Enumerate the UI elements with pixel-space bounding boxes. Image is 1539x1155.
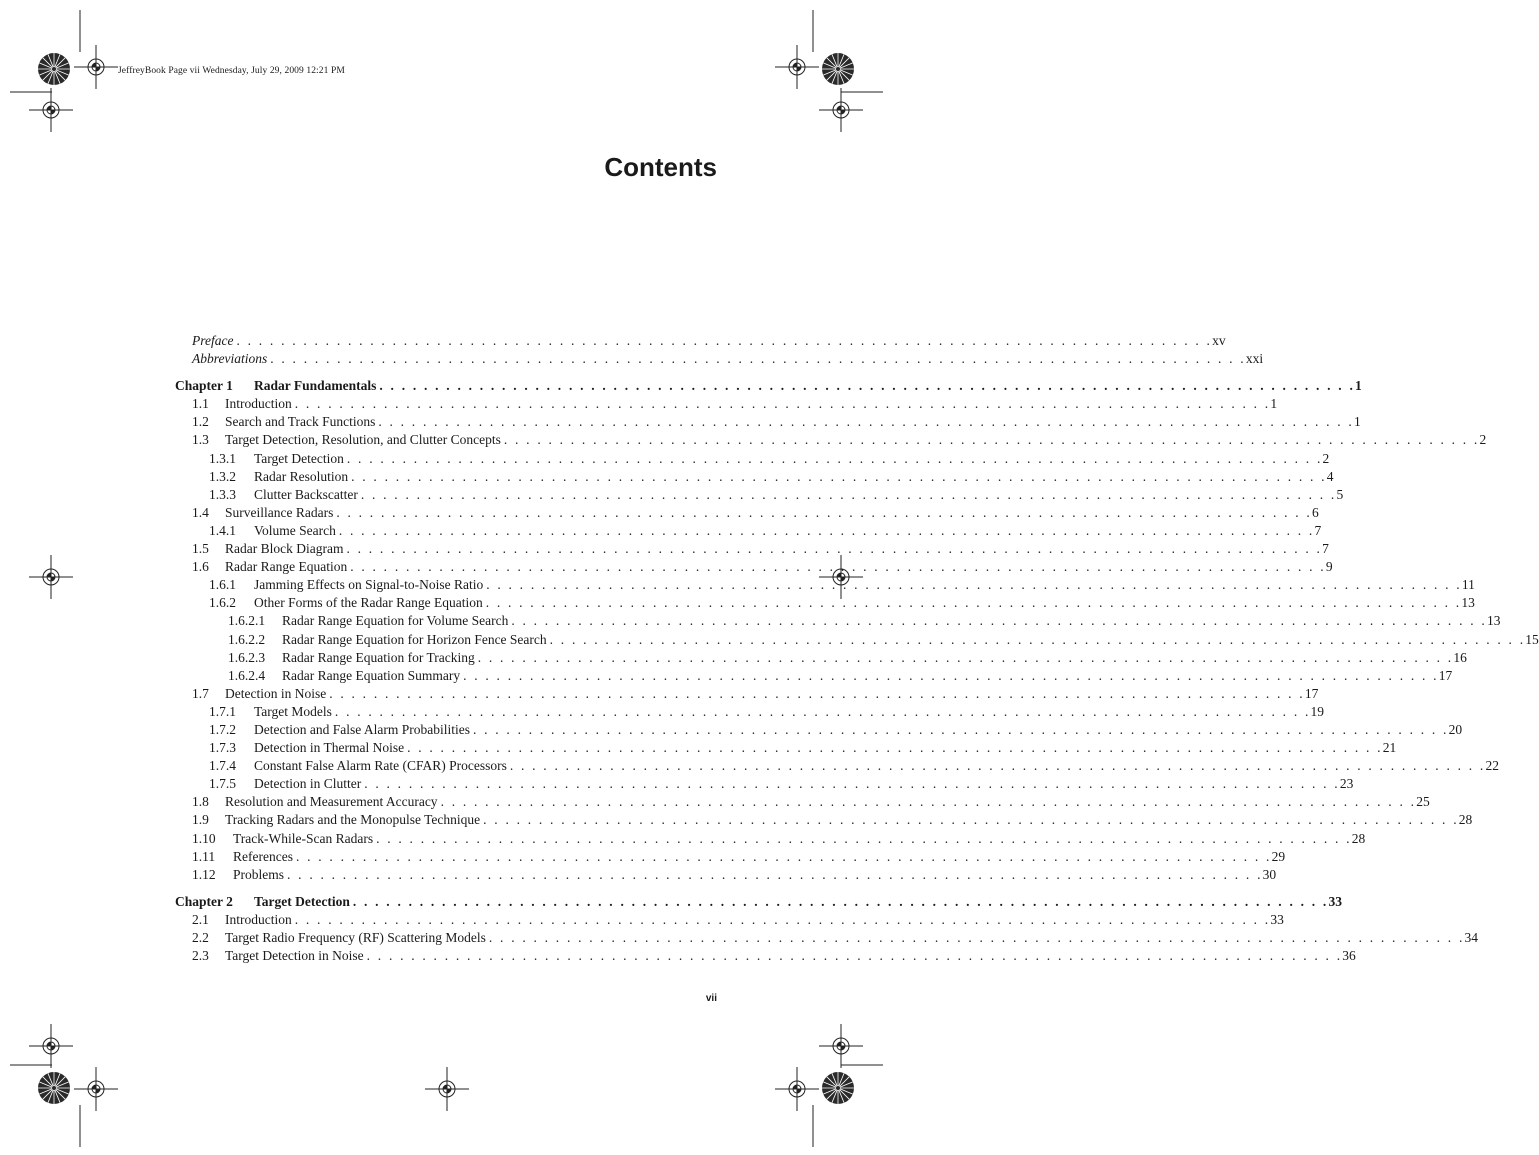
dot-leader: . . . . . . . . . . . . . . . . . . . . . . . . . . . . . . . . . . . . . . . . . . . . . . . . . . . . . . . . . . . . . . . . . . . . . . . . . . . . . . . . . . . . . . . . xyxy=(485,595,1462,611)
dot-leader: . . . . . . . . . . . . . . . . . . . . . . . . . . . . . . . . . . . . . . . . . . . . . . . . . . . . . . . . . . . . . . . . . . . . . . . . . . . . . . . . . . . . . . . . xyxy=(503,432,1480,448)
dot-leader: . . . . . . . . . . . . . . . . . . . . . . . . . . . . . . . . . . . . . . . . . . . . . . . . . . . . . . . . . . . . . . . . . . . . . . . . . . . . . . . . . . . . . . . . xyxy=(336,504,1312,520)
toc-entry-number: 1.8 xyxy=(192,794,209,810)
dot-leader: . . . . . . . . . . . . . . . . . . . . . . . . . . . . . . . . . . . . . . . . . . . . . . . . . . . . . . . . . . . . . . . . . . . . . . . . . . . . . . . . . . . . . . . . xyxy=(509,758,1486,774)
toc-entry-number: 1.7 xyxy=(192,685,209,701)
toc-page-number: 7 xyxy=(1314,522,1322,538)
toc-entry-title: Surveillance Radars xyxy=(225,504,334,520)
toc-entry-number: 2.3 xyxy=(192,948,209,964)
toc-page-number: 30 xyxy=(1262,866,1277,882)
toc-page-number: 25 xyxy=(1416,794,1430,810)
toc-entry-number: 1.12 xyxy=(192,866,216,882)
toc-entry-title: Tracking Radars and the Monopulse Technique xyxy=(225,812,481,828)
slug-line: JeffreyBook Page vii Wednesday, July 29, 2009 12:21 PM xyxy=(118,66,345,76)
toc-page-number: 4 xyxy=(1326,468,1334,484)
toc-entry-number: 1.1 xyxy=(192,396,209,412)
toc-entry-title: Radar Resolution xyxy=(254,468,349,484)
toc-page-number: 11 xyxy=(1461,577,1475,593)
toc-page-number: 34 xyxy=(1464,930,1479,945)
registration-mark-icon xyxy=(425,1067,469,1111)
toc-entry-number: Chapter 1 xyxy=(175,378,233,394)
toc-entry-number: 1.5 xyxy=(192,541,209,557)
toc-entry-title: Target Models xyxy=(254,703,332,719)
toc-entry-number: 1.2 xyxy=(192,414,209,430)
dot-leader: . . . . . . . . . . . . . . . . . . . . . . . . . . . . . . . . . . . . . . . . . . . . . . . . . . . . . . . . . . . . . . . . . . . . . . . . . . . . . . . . . . . . . . . . xyxy=(334,703,1311,719)
toc-entry-title: Abbreviations xyxy=(192,351,268,367)
dot-leader: . . . . . . . . . . . . . . . . . . . . . . . . . . . . . . . . . . . . . . . . . . . . . . . . . . . . . . . . . . . . . . . . . . . . . . . . . . . . . . . . . . . . . . . . xyxy=(511,613,1487,629)
toc-entry-level-2[interactable] xyxy=(175,468,1334,486)
toc-entry-number: 1.6 xyxy=(192,559,209,575)
toc-entry-level-1[interactable] xyxy=(175,866,1277,884)
toc-entry-level-1[interactable] xyxy=(175,504,1319,522)
toc-front-matter-entry[interactable] xyxy=(175,332,1226,350)
toc-entry-title: Radar Range Equation for Volume Search xyxy=(282,613,509,629)
toc-entry-level-2[interactable] xyxy=(175,594,1475,612)
toc-entry-number: 1.6.2.4 xyxy=(228,667,266,683)
toc-entry-level-2[interactable] xyxy=(175,522,1322,540)
dot-leader: . . . . . . . . . . . . . . . . . . . . . . . . . . . . . . . . . . . . . . . . . . . . . . . . . . . . . . . . . . . . . . . . . . . . . . . . . . . . . . . . . . . . . . . . xyxy=(352,893,1329,909)
toc-entry-title: Constant False Alarm Rate (CFAR) Processors xyxy=(254,758,507,774)
toc-page-number: 2 xyxy=(1479,432,1487,448)
toc-page-number: 23 xyxy=(1339,776,1354,792)
dot-leader: . . . . . . . . . . . . . . . . . . . . . . . . . . . . . . . . . . . . . . . . . . . . . . . . . . . . . . . . . . . . . . . . . . . . . . . . . . . . . . . . . . . . . . . . xyxy=(338,522,1315,538)
toc-page-number: 17 xyxy=(1438,667,1453,683)
toc-entry-title: Track-While-Scan Radars xyxy=(233,830,374,846)
dot-leader: . . . . . . . . . . . . . . . . . . . . . . . . . . . . . . . . . . . . . . . . . . . . . . . . . . . . . . . . . . . . . . . . . . . . . . . . . . . . . . . . . . . . . . . . xyxy=(463,667,1439,683)
toc-entry-number: 1.6.2 xyxy=(209,595,236,611)
toc-entry-title: Clutter Backscatter xyxy=(254,486,358,502)
registration-mark-icon xyxy=(74,1067,118,1111)
toc-page-number: 22 xyxy=(1485,758,1499,774)
toc-page-number: 1 xyxy=(1270,396,1278,412)
dot-leader: . . . . . . . . . . . . . . . . . . . . . . . . . . . . . . . . . . . . . . . . . . . . . . . . . . . . . . . . . . . . . . . . . . . . . . . . . . . . . . . . . . . . . . . . xyxy=(360,486,1337,502)
toc-entry-title: Preface xyxy=(192,333,234,348)
registration-mark-icon xyxy=(74,45,118,89)
toc-entry-level-2[interactable] xyxy=(175,450,1330,468)
dot-leader: . . . . . . . . . . . . . . . . . . . . . . . . . . . . . . . . . . . . . . . . . . . . . . . . . . . . . . . . . . . . . . . . . . . . . . . . . . . . . . . . . . . . . . . . xyxy=(346,450,1323,466)
dot-leader: . . . . . . . . . . . . . . . . . . . . . . . . . . . . . . . . . . . . . . . . . . . . . . . . . . . . . . . . . . . . . . . . . . . . . . . . . . . . . . . . . . . . . . . . xyxy=(364,776,1340,792)
registration-mark-icon xyxy=(29,1024,73,1068)
toc-page-number: 1 xyxy=(1353,414,1361,430)
toc-entry-title: Radar Range Equation for Tracking xyxy=(282,649,475,665)
toc-entry-level-1[interactable] xyxy=(175,911,1284,929)
toc-entry-level-2[interactable] xyxy=(175,739,1397,757)
toc-page-number: 33 xyxy=(1270,911,1284,927)
toc-entry-level-1[interactable] xyxy=(175,685,1319,703)
toc-entry-number: 1.3.3 xyxy=(209,486,236,502)
registration-mark-icon xyxy=(775,1067,819,1111)
toc-entry-level-2[interactable] xyxy=(175,703,1325,721)
dot-leader: . . . . . . . . . . . . . . . . . . . . . . . . . . . . . . . . . . . . . . . . . . . . . . . . . . . . . . . . . . . . . . . . . . . . . . . . . . . . . . . . . . . . . . . . xyxy=(295,848,1272,864)
toc-page-number: 2 xyxy=(1322,450,1330,466)
dot-leader: . . . . . . . . . . . . . . . . . . . . . . . . . . . . . . . . . . . . . . . . . . . . . . . . . . . . . . . . . . . . . . . . . . . . . . . . . . . . . . . . . . . . . . . . xyxy=(287,866,1263,882)
toc-entry-level-2[interactable] xyxy=(175,775,1354,793)
toc-chapter-heading[interactable] xyxy=(175,893,1342,911)
dot-leader: . . . . . . . . . . . . . . . . . . . . . . . . . . . . . . . . . . . . . . . . . . . . . . . . . . . . . . . . . . . . . . . . . . . . . . . . . . . . . . . . . . . . . . . . xyxy=(440,794,1417,810)
toc-page-number: 9 xyxy=(1325,559,1333,575)
toc-entry-title: Detection in Clutter xyxy=(254,776,362,792)
toc-entry-level-1[interactable] xyxy=(175,540,1329,558)
toc-entry-title: Target Detection xyxy=(254,893,350,909)
toc-entry-title: Detection in Noise xyxy=(225,685,327,701)
table-of-contents xyxy=(175,332,1539,965)
dot-leader: . . . . . . . . . . . . . . . . . . . . . . . . . . . . . . . . . . . . . . . . . . . . . . . . . . . . . . . . . . . . . . . . . . . . . . . . . . . . . . . . . . . . . . . . xyxy=(549,631,1526,647)
toc-entry-number: 1.4 xyxy=(192,504,209,520)
toc-entry-level-1[interactable] xyxy=(175,830,1366,848)
dot-leader: . . . . . . . . . . . . . . . . . . . . . . . . . . . . . . . . . . . . . . . . . . . . . . . . . . . . . . . . . . . . . . . . . . . . . . . . . . . . . . . . . . . . . . . . xyxy=(270,351,1246,367)
registration-mark-icon xyxy=(775,45,819,89)
dot-leader: . . . . . . . . . . . . . . . . . . . . . . . . . . . . . . . . . . . . . . . . . . . . . . . . . . . . . . . . . . . . . . . . . . . . . . . . . . . . . . . . . . . . . . . . xyxy=(379,378,1356,394)
toc-entry-title: Radar Range Equation for Horizon Fence Search xyxy=(282,631,547,647)
star-target-icon xyxy=(38,1072,70,1104)
dot-leader: . . . . . . . . . . . . . . . . . . . . . . . . . . . . . . . . . . . . . . . . . . . . . . . . . . . . . . . . . . . . . . . . . . . . . . . . . . . . . . . . . . . . . . . . xyxy=(294,911,1271,927)
toc-page-number: 13 xyxy=(1486,613,1501,629)
toc-page-number: 17 xyxy=(1304,685,1319,701)
toc-entry-title: Problems xyxy=(233,866,285,882)
toc-page-number: xxi xyxy=(1245,351,1264,367)
toc-entry-level-2[interactable] xyxy=(175,757,1499,775)
toc-entry-level-3[interactable] xyxy=(175,631,1539,649)
dot-leader: . . . . . . . . . . . . . . . . . . . . . . . . . . . . . . . . . . . . . . . . . . . . . . . . . . . . . . . . . . . . . . . . . . . . . . . . . . . . . . . . . . . . . . . . xyxy=(477,649,1454,665)
toc-entry-level-1[interactable] xyxy=(175,431,1487,449)
dot-leader: . . . . . . . . . . . . . . . . . . . . . . . . . . . . . . . . . . . . . . . . . . . . . . . . . . . . . . . . . . . . . . . . . . . . . . . . . . . . . . . . . . . . . . . . xyxy=(236,333,1213,348)
toc-page-number: 29 xyxy=(1271,848,1286,864)
dot-leader: . . . . . . . . . . . . . . . . . . . . . . . . . . . . . . . . . . . . . . . . . . . . . . . . . . . . . . . . . . . . . . . . . . . . . . . . . . . . . . . . . . . . . . . . xyxy=(346,541,1323,557)
toc-page-number: 20 xyxy=(1448,721,1463,737)
toc-page-number: 13 xyxy=(1461,595,1475,611)
registration-mark-icon xyxy=(29,88,73,132)
toc-entry-number: 1.7.1 xyxy=(209,703,236,719)
toc-entry-level-1[interactable] xyxy=(175,793,1430,811)
dot-leader: . . . . . . . . . . . . . . . . . . . . . . . . . . . . . . . . . . . . . . . . . . . . . . . . . . . . . . . . . . . . . . . . . . . . . . . . . . . . . . . . . . . . . . . . xyxy=(483,812,1459,828)
toc-entry-level-1[interactable] xyxy=(175,413,1361,431)
toc-entry-level-3[interactable] xyxy=(175,649,1467,667)
toc-entry-level-1[interactable] xyxy=(175,929,1479,947)
toc-entry-title: Jamming Effects on Signal-to-Noise Ratio xyxy=(254,577,484,593)
toc-entry-title: Target Detection xyxy=(254,450,344,466)
toc-entry-number: 1.7.3 xyxy=(209,740,236,756)
toc-page-number: xv xyxy=(1212,333,1226,348)
page-title: Contents xyxy=(604,152,717,182)
toc-entry-number: 1.6.2.3 xyxy=(228,649,266,665)
dot-leader: . . . . . . . . . . . . . . . . . . . . . . . . . . . . . . . . . . . . . . . . . . . . . . . . . . . . . . . . . . . . . . . . . . . . . . . . . . . . . . . . . . . . . . . . xyxy=(366,948,1343,964)
toc-entry-number: 2.1 xyxy=(192,911,209,927)
toc-chapter-heading[interactable] xyxy=(175,377,1362,395)
toc-entry-title: Target Detection in Noise xyxy=(225,948,364,964)
toc-entry-number: 1.3.1 xyxy=(209,450,236,466)
toc-front-matter-entry[interactable] xyxy=(175,350,1264,368)
toc-entry-number: 1.3 xyxy=(192,432,209,448)
star-target-icon xyxy=(38,53,70,85)
toc-entry-title: References xyxy=(233,848,293,864)
toc-entry-level-1[interactable] xyxy=(175,811,1473,829)
toc-entry-level-1[interactable] xyxy=(175,848,1286,866)
toc-entry-title: Radar Range Equation Summary xyxy=(282,667,461,683)
star-target-icon xyxy=(822,1072,854,1104)
toc-page-number: 15 xyxy=(1525,631,1539,647)
toc-entry-title: Introduction xyxy=(225,396,292,412)
toc-entry-number: 1.6.1 xyxy=(209,577,236,593)
toc-entry-number: Chapter 2 xyxy=(175,893,233,909)
dot-leader: . . . . . . . . . . . . . . . . . . . . . . . . . . . . . . . . . . . . . . . . . . . . . . . . . . . . . . . . . . . . . . . . . . . . . . . . . . . . . . . . . . . . . . . . xyxy=(329,685,1305,701)
toc-entry-title: Search and Track Functions xyxy=(225,414,376,430)
star-target-icon xyxy=(822,53,854,85)
toc-entry-title: Detection in Thermal Noise xyxy=(254,740,405,756)
toc-entry-level-2[interactable] xyxy=(175,576,1475,594)
toc-entry-number: 1.11 xyxy=(192,848,216,864)
toc-entry-title: Other Forms of the Radar Range Equation xyxy=(254,595,483,611)
toc-entry-level-3[interactable] xyxy=(175,612,1501,630)
toc-entry-level-1[interactable] xyxy=(175,395,1278,413)
toc-entry-number: 1.10 xyxy=(192,830,216,846)
toc-entry-level-1[interactable] xyxy=(175,947,1356,965)
toc-entry-title: Volume Search xyxy=(254,522,336,538)
registration-mark-icon xyxy=(29,555,73,599)
toc-entry-title: Radar Range Equation xyxy=(225,559,348,575)
registration-mark-icon xyxy=(819,88,863,132)
toc-entry-title: Detection and False Alarm Probabilities xyxy=(254,721,470,737)
dot-leader: . . . . . . . . . . . . . . . . . . . . . . . . . . . . . . . . . . . . . . . . . . . . . . . . . . . . . . . . . . . . . . . . . . . . . . . . . . . . . . . . . . . . . . . . xyxy=(376,830,1352,846)
toc-entry-number: 1.7.2 xyxy=(209,721,236,737)
toc-entry-number: 1.3.2 xyxy=(209,468,236,484)
dot-leader: . . . . . . . . . . . . . . . . . . . . . . . . . . . . . . . . . . . . . . . . . . . . . . . . . . . . . . . . . . . . . . . . . . . . . . . . . . . . . . . . . . . . . . . . xyxy=(294,396,1271,412)
toc-entry-title: Radar Block Diagram xyxy=(225,541,344,557)
dot-leader: . . . . . . . . . . . . . . . . . . . . . . . . . . . . . . . . . . . . . . . . . . . . . . . . . . . . . . . . . . . . . . . . . . . . . . . . . . . . . . . . . . . . . . . . xyxy=(351,468,1327,484)
toc-entry-number: 1.9 xyxy=(192,812,209,828)
toc-entry-number: 1.7.5 xyxy=(209,776,236,792)
dot-leader: . . . . . . . . . . . . . . . . . . . . . . . . . . . . . . . . . . . . . . . . . . . . . . . . . . . . . . . . . . . . . . . . . . . . . . . . . . . . . . . . . . . . . . . . xyxy=(378,414,1354,430)
toc-entry-level-2[interactable] xyxy=(175,486,1344,504)
toc-entry-number: 2.2 xyxy=(192,930,209,945)
dot-leader: . . . . . . . . . . . . . . . . . . . . . . . . . . . . . . . . . . . . . . . . . . . . . . . . . . . . . . . . . . . . . . . . . . . . . . . . . . . . . . . . . . . . . . . . xyxy=(488,930,1465,945)
dot-leader: . . . . . . . . . . . . . . . . . . . . . . . . . . . . . . . . . . . . . . . . . . . . . . . . . . . . . . . . . . . . . . . . . . . . . . . . . . . . . . . . . . . . . . . . xyxy=(407,740,1383,756)
toc-entry-number: 1.4.1 xyxy=(209,522,236,538)
toc-page-number: 16 xyxy=(1453,649,1467,665)
toc-entry-number: 1.6.2.2 xyxy=(228,631,266,647)
dot-leader: . . . . . . . . . . . . . . . . . . . . . . . . . . . . . . . . . . . . . . . . . . . . . . . . . . . . . . . . . . . . . . . . . . . . . . . . . . . . . . . . . . . . . . . . xyxy=(350,559,1326,575)
toc-page-number: 5 xyxy=(1336,486,1344,502)
page-number: vii xyxy=(705,993,717,1004)
toc-entry-level-1[interactable] xyxy=(175,558,1333,576)
toc-entry-number: 1.6.2.1 xyxy=(228,613,266,629)
toc-entry-level-2[interactable] xyxy=(175,721,1463,739)
toc-entry-title: Target Radio Frequency (RF) Scattering Models xyxy=(225,930,486,945)
toc-entry-title: Radar Fundamentals xyxy=(254,378,377,394)
toc-entry-title: Target Detection, Resolution, and Clutter Concepts xyxy=(225,432,501,448)
toc-page-number: 7 xyxy=(1322,541,1329,557)
toc-entry-level-3[interactable] xyxy=(175,667,1453,685)
toc-page-number: 33 xyxy=(1328,893,1342,909)
toc-page-number: 19 xyxy=(1310,703,1325,719)
registration-mark-icon xyxy=(819,1024,863,1068)
toc-page-number: 28 xyxy=(1351,830,1366,846)
dot-leader: . . . . . . . . . . . . . . . . . . . . . . . . . . . . . . . . . . . . . . . . . . . . . . . . . . . . . . . . . . . . . . . . . . . . . . . . . . . . . . . . . . . . . . . . xyxy=(486,577,1462,593)
toc-entry-title: Resolution and Measurement Accuracy xyxy=(225,794,438,810)
toc-page-number: 36 xyxy=(1342,948,1356,964)
toc-entry-number: 1.7.4 xyxy=(209,758,236,774)
toc-page-number: 28 xyxy=(1458,812,1473,828)
dot-leader: . . . . . . . . . . . . . . . . . . . . . . . . . . . . . . . . . . . . . . . . . . . . . . . . . . . . . . . . . . . . . . . . . . . . . . . . . . . . . . . . . . . . . . . . xyxy=(472,721,1449,737)
toc-page-number: 6 xyxy=(1311,504,1319,520)
toc-page-number: 1 xyxy=(1355,378,1362,394)
toc-entry-title: Introduction xyxy=(225,911,292,927)
toc-page-number: 21 xyxy=(1382,740,1397,756)
